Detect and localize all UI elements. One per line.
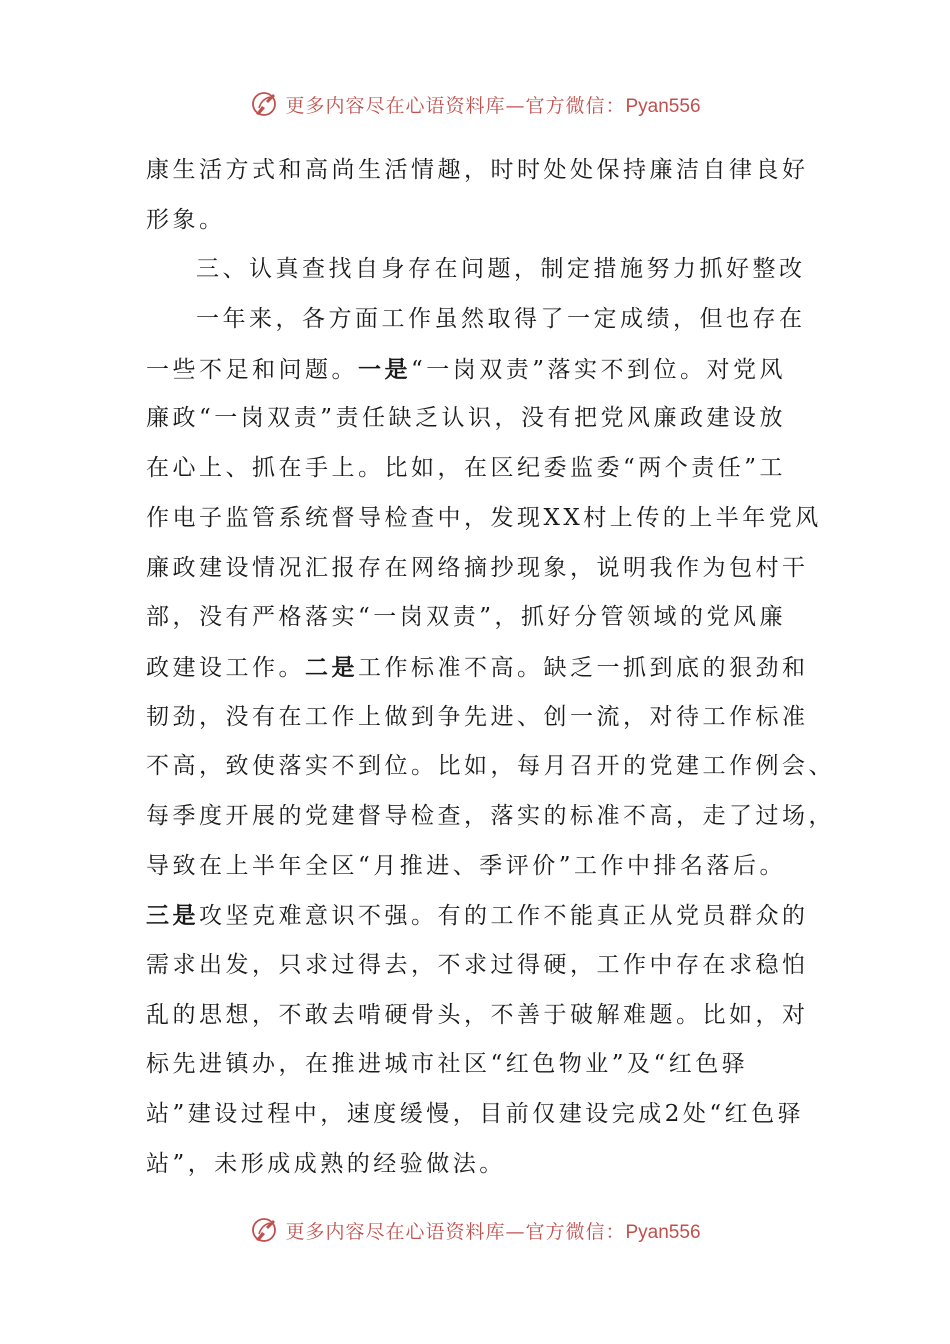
text-line [146, 345, 818, 395]
watermark-wechat-id: Pyan556 [625, 1221, 701, 1243]
text-segment: 三、认真查找自身存在问题，制定措施努力抓好整改 [196, 256, 806, 283]
watermark-text-cn: 更多内容尽在心语资料库—官方微信： [285, 1220, 626, 1243]
text-line [146, 891, 818, 941]
text-segment: 标先进镇办，在推进城市社区“红色物业”及“红色驿 [146, 1051, 749, 1078]
text-segment: 乱的思想，不敢去啃硬骨头，不善于破解难题。比如，对 [146, 1001, 809, 1028]
watermark-text [285, 1217, 700, 1244]
text-line [146, 1140, 818, 1190]
text-segment: 站”建设过程中，速度缓慢，目前仅建设完成2处“红色驿 [146, 1101, 805, 1128]
text-segment: 部，没有严格落实“一岗双责”，抓好分管领域的党风廉 [146, 604, 787, 631]
text-line [146, 544, 818, 594]
text-segment: 每季度开展的党建督导检查，落实的标准不高，走了过场， [146, 802, 835, 829]
text-segment: 一些不足和问题。 [146, 356, 358, 383]
text-segment: 康生活方式和高尚生活情趣，时时处处保持廉洁自律良好 [146, 157, 809, 183]
text-line [146, 593, 818, 643]
text-line [146, 394, 818, 444]
watermark-wechat-id: Pyan556 [625, 95, 701, 117]
watermark-text-cn: 更多内容尽在心语资料库—官方微信： [285, 94, 626, 117]
text-segment: 廉政建设情况汇报存在网络摘抄现象，说明我作为包村干 [146, 554, 809, 581]
text-line [146, 941, 818, 991]
text-segment: 攻坚克难意识不强。有的工作不能真正从党员群众的 [199, 903, 809, 930]
pen-logo-icon [249, 89, 279, 119]
text-line [146, 643, 818, 693]
text-segment: “一岗双责”落实不到位。对党风 [411, 356, 787, 383]
document-body [146, 146, 835, 1189]
text-segment: 形象。 [146, 206, 226, 233]
text-line [146, 444, 818, 494]
text-segment: 需求出发，只求过得去，不求过得硬，工作中存在求稳怕 [146, 952, 809, 978]
watermark-text [285, 91, 700, 118]
bold-lead-phrase: 三是 [146, 902, 199, 930]
bold-lead-phrase: 一是 [358, 355, 411, 383]
text-line [146, 1040, 818, 1090]
text-line [146, 842, 818, 892]
text-segment: 导致在上半年全区“月推进、季评价”工作中排名落后。 [146, 852, 787, 879]
text-segment: 站”，未形成成熟的经验做法。 [146, 1150, 506, 1177]
text-line [146, 1090, 818, 1140]
text-line [146, 196, 818, 246]
text-segment: 一年来，各方面工作虽然取得了一定成绩，但也存在 [196, 306, 806, 333]
text-line [146, 146, 818, 196]
header-watermark [0, 84, 950, 124]
text-line [146, 991, 818, 1041]
text-segment: 在心上、抓在手上。比如，在区纪委监委“两个责任”工 [146, 455, 787, 482]
text-line [146, 792, 835, 842]
text-segment: 廉政“一岗双责”责任缺乏认识，没有把党风廉政建设放 [146, 405, 787, 432]
text-line [146, 693, 818, 743]
footer-watermark [0, 1210, 950, 1250]
pen-logo-icon [249, 1215, 279, 1245]
text-line [146, 742, 835, 792]
text-segment: 韧劲，没有在工作上做到争先进、创一流，对待工作标准 [146, 703, 809, 730]
text-line [146, 494, 822, 544]
bold-lead-phrase: 二是 [305, 653, 358, 681]
text-segment: 工作标准不高。缺乏一抓到底的狠劲和 [358, 654, 809, 681]
text-segment: 作电子监管系统督导检查中，发现XX村上传的上半年党风 [146, 504, 822, 531]
text-segment: 政建设工作。 [146, 654, 305, 681]
text-segment: 不高，致使落实不到位。比如，每月召开的党建工作例会、 [146, 753, 835, 780]
text-line [146, 245, 818, 295]
text-line [146, 295, 818, 345]
